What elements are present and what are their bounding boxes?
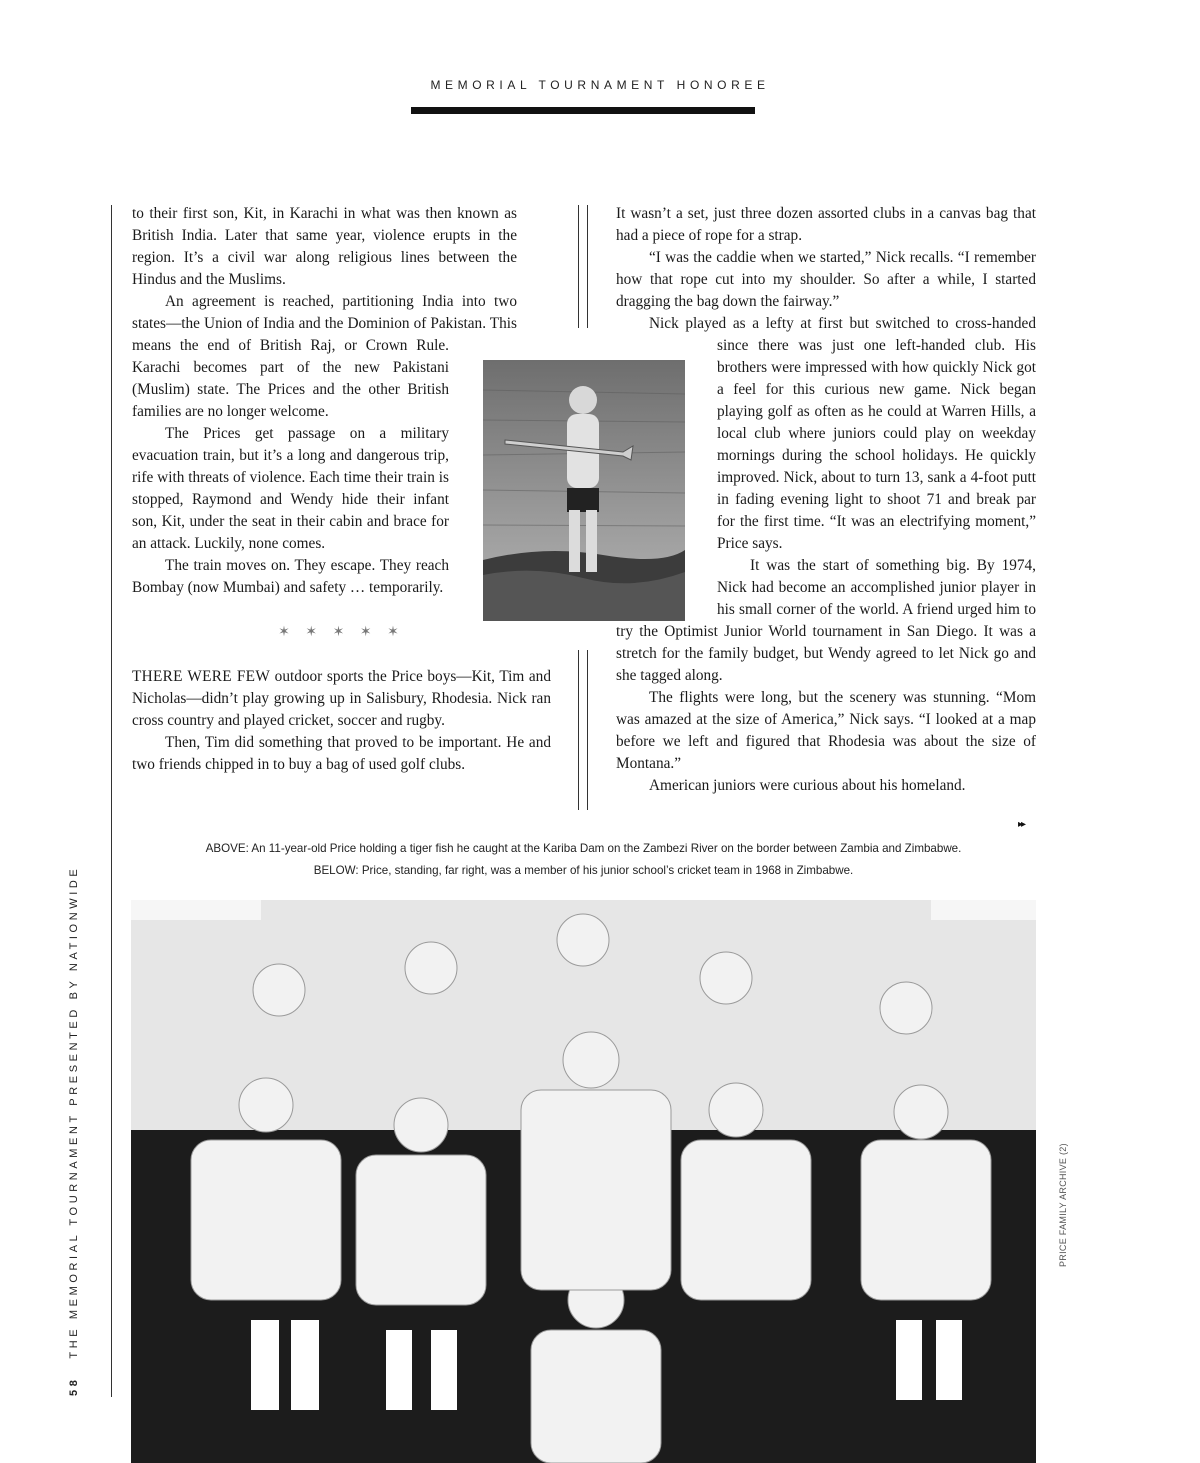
paragraph: It wasn’t a set, just three dozen assorted clubs in a canvas bag that had a piece of rope for a strap. bbox=[616, 205, 1036, 244]
photo-boy-with-fish bbox=[483, 360, 685, 621]
paragraph: The flights were long, but the scenery was stunning. “Mom was amazed at the size of America,” Nick says. “I looked at a map before we left and figured that Rhodesia was about the size of Montana.” bbox=[616, 689, 1036, 772]
side-running-title bbox=[68, 866, 80, 1396]
caption-above: ABOVE: An 11-year-old Price holding a tiger fish he caught at the Kariba Dam on the Zambezi River on the border between Zambia and Zimbabwe. bbox=[205, 842, 962, 855]
column-divider bbox=[578, 650, 579, 810]
paragraph: The Prices get passage on a military evacuation train, but it’s a long and dangerous trip, rife with threats of violence. Each time their train is stopped, Raymond and Wendy hide their infant son, Kit, under the seat in their cabin and brace for an attack. Luckily, none comes. bbox=[132, 425, 449, 552]
column-divider bbox=[587, 205, 588, 328]
column-divider bbox=[578, 205, 579, 328]
continue-arrow-icon: ▸▸ bbox=[1018, 819, 1025, 830]
page-header-title: MEMORIAL TOURNAMENT HONOREE bbox=[430, 78, 770, 92]
section-text: outdoor sports the Price boys—Kit, Tim and Nicholas—didn’t play growing up in Salisbury, Rhodesia. Nick ran cross country and played cricket, soccer and rugby. bbox=[132, 668, 551, 729]
paragraph: to their first son, Kit, in Karachi in what was then known as British India. Later that same year, violence erupts in the region. It’s a civil war along religious lines between the Hindus and the Muslims. bbox=[132, 205, 517, 288]
paragraph: Nick played as a lefty at first but switched to cross-handed since there was just one left-handed club. His brothers were impressed with how quickly Nick got a feel for this curious new game. Nick began playing golf as often as he could at Warren Hills, a local club where juniors could play on weekday mornings during the school holidays. He quickly improved. Nick, about to turn 13, sank a 4-foot putt in fading evening light to shoot 71 and break par for the first time. “It was an electrifying moment,” Price says. bbox=[649, 315, 1036, 552]
paragraph: An agreement is reached, partitioning India into two states—the Union of India and the Dominion of Pakistan. This means the end of British Raj, or Crown Rule. Karachi becomes part of the new Pakistani (Muslim) state. The Prices and the other British families are no longer welcome. bbox=[132, 293, 517, 420]
side-rail bbox=[111, 205, 112, 1397]
column-divider bbox=[587, 650, 588, 810]
lead-in: THERE WERE FEW bbox=[132, 668, 271, 685]
page-number: 58 bbox=[68, 1376, 80, 1396]
paragraph: Then, Tim did something that proved to be important. He and two friends chipped in to buy a bag of used golf clubs. bbox=[132, 734, 551, 773]
section-separator: ✶ ✶ ✶ ✶ ✶ bbox=[278, 625, 405, 640]
paragraph: “I was the caddie when we started,” Nick recalls. “I remember how that rope cut into my shoulder. So after a while, I started dragging the bag down the fairway.” bbox=[616, 249, 1036, 310]
paragraph: It was the start of something big. By 1974, Nick had become an accomplished junior player in his small corner of the world. A friend urged him to try the Optimist Junior World tournament in San Diego. It was a stretch for the family budget, but Wendy agreed to let Nick go and she tagged along. bbox=[616, 557, 1036, 684]
photo-credit: PRICE FAMILY ARCHIVE (2) bbox=[1058, 1143, 1068, 1267]
photo-cricket-team bbox=[131, 900, 1036, 1463]
section-paragraph bbox=[132, 666, 551, 732]
running-title: THE MEMORIAL TOURNAMENT PRESENTED BY NATIONWIDE bbox=[68, 865, 80, 1359]
paragraph: American juniors were curious about his homeland. bbox=[649, 777, 966, 794]
paragraph: The train moves on. They escape. They reach Bombay (now Mumbai) and safety … temporarily. bbox=[132, 557, 449, 596]
caption-below: BELOW: Price, standing, far right, was a member of his junior school’s cricket team in 1968 in Zimbabwe. bbox=[313, 864, 854, 877]
header-rule bbox=[411, 107, 755, 114]
